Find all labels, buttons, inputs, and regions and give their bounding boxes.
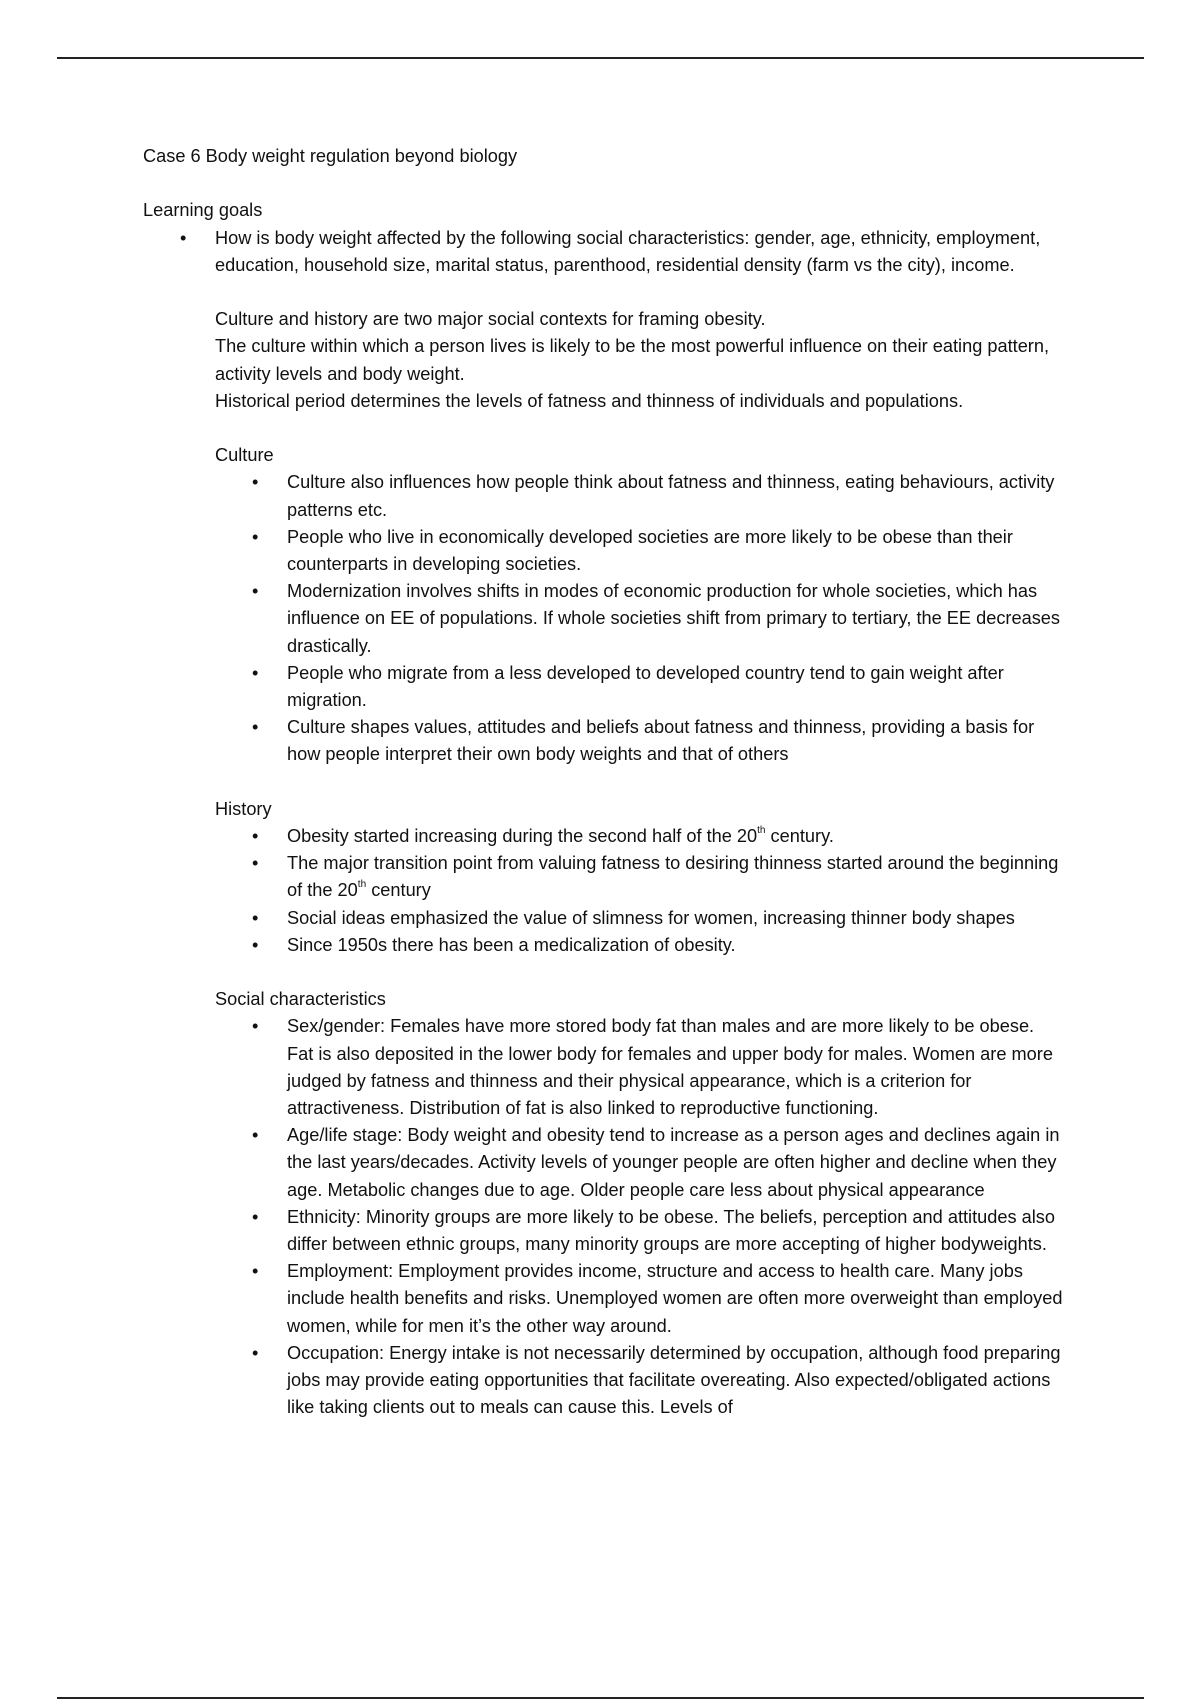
footer-rule [57, 1697, 1144, 1699]
culture-heading: Culture [215, 445, 274, 466]
history-item-text: century. [765, 826, 834, 847]
intro-paragraph: Culture and history are two major social contexts for framing obesity. [215, 309, 766, 330]
learning-goals-heading: Learning goals [143, 200, 263, 221]
list-item: • Modernization involves shifts in modes of economic production for whole societies, which has influence on EE of populations. If whole societies shift from primary to tertiary, the EE decreases drastically. [215, 578, 1065, 660]
social-characteristics-heading: Social characteristics [215, 989, 386, 1010]
ordinal-suffix: th [757, 824, 766, 836]
spacer [143, 279, 1063, 306]
list-item: • Social ideas emphasized the value of slimness for women, increasing thinner body shapes [215, 905, 1065, 932]
history-item-text: century [366, 880, 431, 901]
list-item: • Sex/gender: Females have more stored body fat than males and are more likely to be obese. Fat is also deposited in the lower body for females and upper body for males. Women are more judged by fatness and thinness and their physical appearance, which is a criterion for attractiveness. Distribution of fat is also linked to reproductive functioning. [215, 1013, 1065, 1122]
list-item: • How is body weight affected by the following social characteristics: gender, age, ethnicity, employment, education, household size, marital status, parenthood, residential density (farm vs the city), income. [143, 225, 1063, 279]
spacer [215, 415, 1065, 442]
list-item: • People who live in economically developed societies are more likely to be obese than their counterparts in developing societies. [215, 524, 1065, 578]
document-title: Case 6 Body weight regulation beyond biology [143, 146, 518, 166]
list-item: • Since 1950s there has been a medicalization of obesity. [215, 932, 1065, 959]
list-item: • Culture shapes values, attitudes and beliefs about fatness and thinness, providing a basis for how people interpret their own body weights and that of others [215, 714, 1065, 768]
list-item [215, 823, 1065, 850]
document-body [143, 143, 1063, 1421]
list-item: • Occupation: Energy intake is not necessarily determined by occupation, although food preparing jobs may provide eating opportunities that facilitate overeating. Also expected/obligated actions like taking clients out to meals can cause this. Levels of [215, 1340, 1065, 1422]
list-item: • Employment: Employment provides income, structure and access to health care. Many jobs include health benefits and risks. Unemployed women are often more overweight than employed women, while for men it’s the other way around. [215, 1258, 1065, 1340]
history-item-text: The major transition point from valuing fatness to desiring thinness started around the beginning of the 20 [287, 853, 1059, 901]
intro-paragraph: The culture within which a person lives is likely to be the most powerful influence on their eating pattern, activity levels and body weight. [215, 336, 1050, 384]
social-characteristics-list [215, 1013, 1065, 1421]
history-item-text: Obesity started increasing during the second half of the 20 [287, 826, 758, 847]
list-item: • Age/life stage: Body weight and obesity tend to increase as a person ages and declines again in the last years/decades. Activity levels of younger people are often higher and decline when they age. Metabolic changes due to age. Older people care less about physical appearance [215, 1122, 1065, 1204]
intro-section [215, 306, 1065, 1421]
history-list [215, 823, 1065, 959]
list-item: • People who migrate from a less developed to developed country tend to gain weight after migration. [215, 660, 1065, 714]
list-item: • Culture also influences how people think about fatness and thinness, eating behaviours, activity patterns etc. [215, 469, 1065, 523]
ordinal-suffix: th [357, 879, 367, 891]
spacer [215, 959, 1065, 986]
history-heading: History [215, 798, 272, 819]
list-item: • Ethnicity: Minority groups are more likely to be obese. The beliefs, perception and attitudes also differ between ethnic groups, many minority groups are more accepting of higher bodyweights. [215, 1204, 1065, 1258]
list-item [215, 850, 1065, 904]
intro-paragraph: Historical period determines the levels of fatness and thinness of individuals and populations. [215, 390, 964, 411]
learning-goals-list [143, 225, 1063, 279]
spacer [143, 170, 1063, 197]
header-rule [57, 57, 1144, 59]
culture-list [215, 469, 1065, 768]
spacer [215, 769, 1065, 796]
